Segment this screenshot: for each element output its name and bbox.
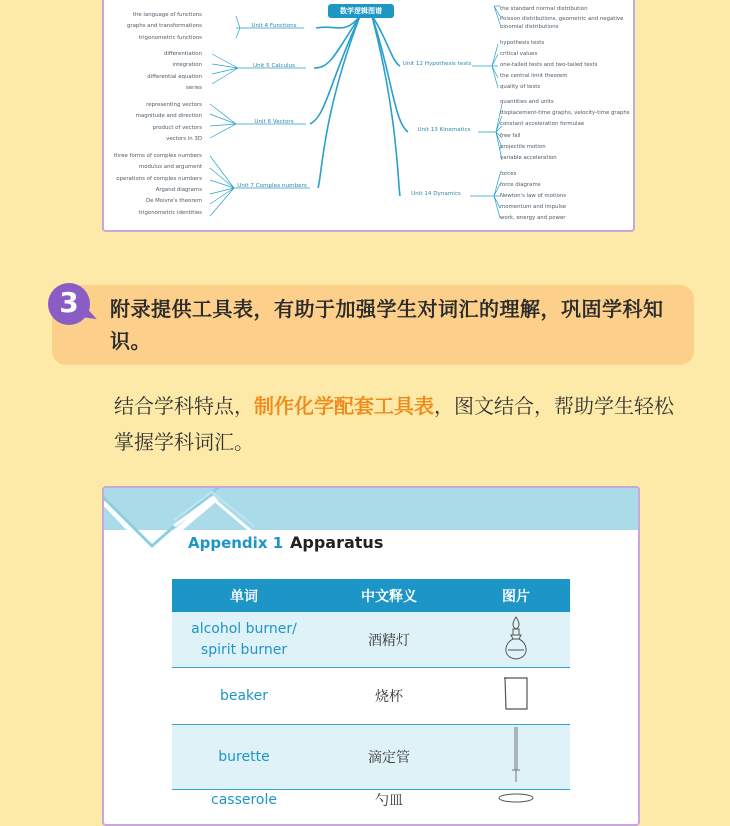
word-cell (172, 725, 316, 790)
mindmap-leaf: Argand diagrams (156, 188, 202, 193)
mindmap-leaf: De Moivre's theorem (146, 199, 202, 204)
column-header: 图片 (462, 579, 570, 612)
beaker-icon (502, 676, 530, 712)
mindmap-leaf: trigonometric functions (139, 36, 202, 41)
mindmap-leaf: the standard normal distribution (500, 7, 588, 12)
mindmap-leaf: trigonometric identities (139, 211, 202, 216)
mindmap-leaf: free fall (500, 134, 521, 139)
mindmap-leaf: one-tailed tests and two-tailed tests (500, 63, 597, 68)
mindmap-leaf: hypothesis tests (500, 41, 544, 46)
mindmap-card (102, 0, 635, 232)
mindmap-leaf: the central limit theorem (500, 74, 567, 79)
meaning-cell: 烧杯 (316, 668, 462, 725)
picture-cell (462, 790, 570, 826)
apparatus-table (172, 579, 570, 826)
word-line: casserole (172, 790, 316, 811)
mindmap-leaf: representing vectors (146, 103, 202, 108)
word-line: beaker (172, 686, 316, 707)
alcohol-burner-icon (499, 614, 533, 662)
mindmap-leaf: graphs and transformations (127, 24, 202, 29)
mindmap-leaf: series (186, 86, 202, 91)
column-header: 单词 (172, 579, 316, 612)
mindmap-leaf: three forms of complex numbers (114, 154, 202, 159)
table-row (172, 725, 570, 790)
word-line: alcohol burner/ (172, 619, 316, 640)
unit-node: Unit 13 Kinematics (410, 128, 478, 134)
mindmap-leaf: momentum and impulse (500, 205, 566, 210)
column-header: 中文释义 (316, 579, 462, 612)
mindmap-leaf: magnitude and direction (136, 114, 202, 119)
mindmap-leaf: projectile motion (500, 145, 546, 150)
word-line: burette (172, 747, 316, 768)
mindmap-leaf: critical values (500, 52, 537, 57)
unit-node: Unit 5 Calculus (244, 64, 304, 70)
meaning-cell: 酒精灯 (316, 612, 462, 668)
meaning-cell: 滴定管 (316, 725, 462, 790)
mindmap-center-node: 数学逻辑图谱 (328, 4, 394, 18)
table-row (172, 668, 570, 725)
table-row (172, 612, 570, 668)
mindmap-leaf: constant acceleration formulae (500, 122, 584, 127)
section-number-badge: 3 (48, 283, 90, 325)
picture-cell (462, 668, 570, 725)
table-header-row (172, 579, 570, 612)
mindmap-leaf: force diagrams (500, 183, 541, 188)
mindmap-leaf: vectors in 3D (166, 137, 202, 142)
word-cell (172, 612, 316, 668)
mindmap-leaf: quality of tests (500, 85, 540, 90)
unit-node: Unit 6 Vectors (244, 120, 304, 126)
unit-node: Unit 4 Functions (244, 24, 304, 30)
mindmap-leaf: the language of functions (133, 13, 202, 18)
mindmap-leaf: product of vectors (153, 126, 202, 131)
mindmap-leaf: Poisson distributions, geometric and negative (500, 17, 623, 22)
paragraph-text: 结合学科特点， (114, 394, 254, 418)
mindmap-leaf: displacement-time graphs, velocity-time graphs (500, 111, 630, 116)
table-row (172, 790, 570, 826)
mindmap-leaf: operations of complex numbers (116, 177, 202, 182)
picture-cell (462, 612, 570, 668)
mindmap-leaf: differentiation (164, 52, 202, 57)
appendix-card (102, 486, 640, 826)
description-paragraph (114, 388, 674, 460)
unit-node: Unit 12 Hypothesis tests (402, 62, 472, 68)
paragraph-text: ，图文结合，帮助学生轻松掌握学科词汇。 (114, 394, 674, 454)
mindmap-leaf: binomial distributions (500, 25, 558, 30)
mindmap-leaf: forces (500, 172, 516, 177)
word-cell (172, 790, 316, 826)
mindmap-leaf: differential equation (147, 75, 202, 80)
mindmap-leaf: modulus and argument (139, 165, 202, 170)
section-title: 附录提供工具表，有助于加强学生对词汇的理解，巩固学科知识。 (110, 293, 685, 357)
casserole-icon (496, 790, 536, 806)
mindmap-leaf: work, energy and power (500, 216, 566, 221)
word-line: spirit burner (172, 640, 316, 661)
unit-node: Unit 7 Complex numbers (234, 184, 310, 190)
word-cell (172, 668, 316, 725)
mindmap-leaf: quantities and units (500, 100, 554, 105)
paragraph-highlight: 制作化学配套工具表 (254, 394, 434, 418)
appendix-title: Apparatus (290, 533, 383, 552)
picture-cell (462, 725, 570, 790)
appendix-label: Appendix 1 (188, 534, 283, 552)
mindmap-leaf: variable acceleration (500, 156, 557, 161)
meaning-cell: 勺皿 (316, 790, 462, 826)
chevron-decoration-icon (104, 488, 304, 568)
mindmap-leaf: Newton's law of motions (500, 194, 566, 199)
unit-node: Unit 14 Dynamics (402, 192, 470, 198)
mindmap-leaf: integration (172, 63, 202, 68)
burette-icon (508, 726, 524, 784)
